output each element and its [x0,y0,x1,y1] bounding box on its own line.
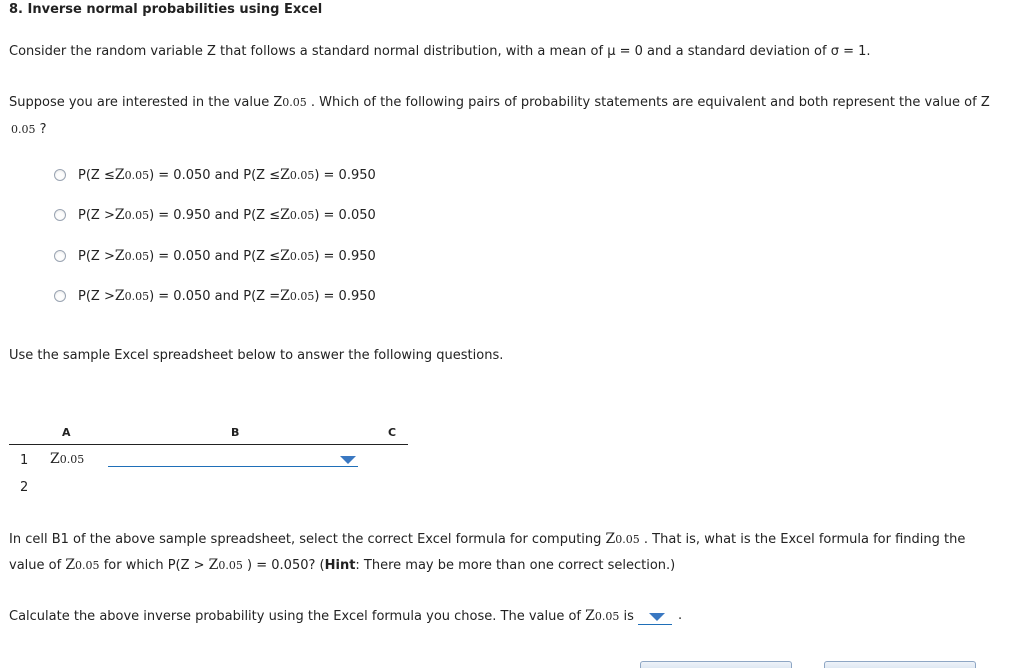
z-symbol: Z [280,207,290,223]
cell-question-line2-mid2: ) = 0.050? ( [247,558,325,573]
cell-question-text-end: . That is, what is the Excel formula for finding the [643,532,966,547]
option-2-part-a: P(Z > [78,208,115,223]
z-symbol: Z [208,557,219,573]
z-sub: 0.05 [289,209,315,222]
z-sub: 0.05 [124,290,150,303]
option-4[interactable] [78,288,376,304]
option-radio-1[interactable] [54,169,66,181]
question-after: . Which of the following pairs of probability statements are equivalent and both represent the value of Z [310,95,990,110]
option-4-part-b: ) = 0.050 and P(Z = [149,289,281,304]
z-sub: 0.05 [289,250,315,263]
z-sub: 0.05 [218,559,243,572]
question-sub: 0.05 [282,96,307,109]
z-sub: 0.05 [124,250,150,263]
z-symbol: Z [114,288,125,304]
option-radio-4[interactable] [54,290,66,302]
option-1-part-c: ) = 0.950 [314,168,376,183]
dropdown-arrow-icon[interactable] [340,456,356,464]
z-sub: 0.05 [594,610,620,623]
intro-text: Consider the random variable Z that follows a standard normal distribution, with a mean of μ = 0 and a standard deviation of σ = 1. [9,44,871,59]
z-sub: 0.05 [59,453,85,466]
cell-question-line2 [9,557,675,573]
z-symbol: Z [50,451,60,467]
column-header-b: B [231,426,240,439]
answer-dropdown-underline [638,624,672,625]
question-before: Suppose you are interested in the value Z [9,95,283,110]
cell-question-line2-mid: for which P(Z > [103,558,209,573]
option-1-part-b: ) = 0.050 and P(Z ≤ [149,168,281,183]
z-symbol: Z [114,167,125,183]
calc-text-end: is [623,609,634,624]
option-1-part-a: P(Z ≤ [78,168,115,183]
option-2-part-c: ) = 0.050 [314,208,376,223]
z-sub: 0.05 [615,533,640,546]
z-symbol: Z [585,608,595,624]
question-line2-end: ? [39,122,47,137]
column-header-a: A [62,426,71,439]
option-3-part-c: ) = 0.950 [314,249,376,264]
cell-question-line2-start: value of [9,558,66,573]
dropdown-underline [108,466,358,467]
option-1[interactable] [78,167,376,183]
calc-text: Calculate the above inverse probability using the Excel formula you chose. The value of [9,609,586,624]
bottom-button-left[interactable] [640,661,792,668]
z-symbol: Z [605,531,616,547]
hint-label: Hint [324,558,356,573]
question-line2 [11,122,47,137]
option-4-part-c: ) = 0.950 [314,289,376,304]
z-sub: 0.05 [124,169,150,182]
z-sub: 0.05 [289,290,315,303]
answer-dropdown-arrow-icon[interactable] [649,613,665,621]
z-sub: 0.05 [124,209,150,222]
header-divider [9,444,408,445]
z-symbol: Z [280,248,290,264]
z-symbol: Z [280,288,290,304]
column-header-c: C [388,426,397,439]
z-symbol: Z [114,207,125,223]
option-3-part-b: ) = 0.050 and P(Z ≤ [149,249,281,264]
hint-text: : There may be more than one correct selection.) [355,558,676,573]
question-text [9,95,990,110]
option-3-part-a: P(Z > [78,249,115,264]
option-2[interactable] [78,207,376,223]
calc-period: . [678,608,683,623]
cell-a1 [50,451,84,467]
z-symbol: Z [65,557,76,573]
option-radio-2[interactable] [54,209,66,221]
row-number-2: 2 [20,480,29,495]
z-symbol: Z [114,248,125,264]
bottom-button-right[interactable] [824,661,976,668]
z-sub: 0.05 [289,169,315,182]
option-radio-3[interactable] [54,250,66,262]
cell-question-line1 [9,531,965,547]
question-line2-sub: 0.05 [11,123,36,136]
cell-question-text: In cell B1 of the above sample spreadsheet, select the correct Excel formula for computing [9,532,606,547]
z-sub: 0.05 [75,559,100,572]
question-title: 8. Inverse normal probabilities using Excel [9,2,323,17]
calc-line [9,608,634,624]
row-number-1: 1 [20,453,29,468]
option-2-part-b: ) = 0.950 and P(Z ≤ [149,208,281,223]
option-4-part-a: P(Z > [78,289,115,304]
option-3[interactable] [78,248,376,264]
sheet-intro: Use the sample Excel spreadsheet below to answer the following questions. [9,348,504,363]
z-symbol: Z [280,167,290,183]
